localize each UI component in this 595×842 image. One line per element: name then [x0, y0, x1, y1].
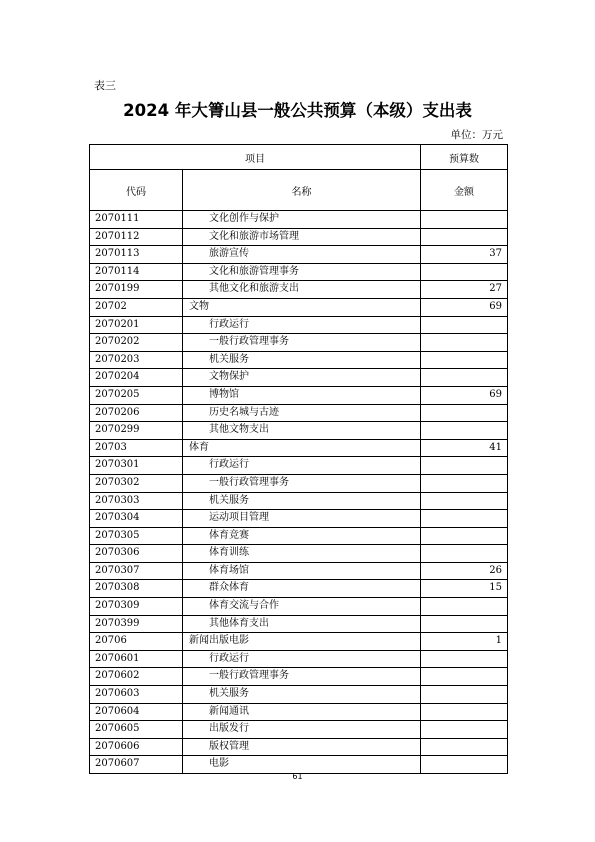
- row-code: 2070303: [90, 492, 183, 510]
- row-amount: [421, 422, 508, 440]
- header-name: 名称: [183, 170, 421, 211]
- row-code: 2070399: [90, 615, 183, 633]
- table-row: [90, 281, 508, 299]
- row-code: 2070205: [90, 386, 183, 404]
- row-code: 20702: [90, 298, 183, 316]
- row-code: 2070307: [90, 562, 183, 580]
- row-amount: 27: [421, 281, 508, 299]
- row-name: 文化创作与保护: [183, 211, 421, 229]
- table-row: [90, 211, 508, 229]
- row-code: 2070601: [90, 650, 183, 668]
- row-code: 2070114: [90, 263, 183, 281]
- row-code: 2070299: [90, 422, 183, 440]
- row-name: 历史名城与古迹: [183, 404, 421, 422]
- row-amount: [421, 545, 508, 563]
- row-code: 20706: [90, 633, 183, 651]
- row-amount: [421, 492, 508, 510]
- row-name: 新闻通讯: [183, 703, 421, 721]
- row-amount: 37: [421, 246, 508, 264]
- row-name: 文物: [183, 298, 421, 316]
- row-amount: [421, 404, 508, 422]
- row-name: 机关服务: [183, 686, 421, 704]
- row-amount: [421, 457, 508, 475]
- row-amount: [421, 211, 508, 229]
- table-row: [90, 298, 508, 316]
- table-row: [90, 386, 508, 404]
- row-name: 行政运行: [183, 650, 421, 668]
- row-name: 运动项目管理: [183, 510, 421, 528]
- page-number: 61: [292, 772, 303, 781]
- row-code: 2070111: [90, 211, 183, 229]
- table-row: [90, 369, 508, 387]
- row-amount: [421, 510, 508, 528]
- budget-table: [89, 144, 508, 774]
- row-code: 2070204: [90, 369, 183, 387]
- table-row: [90, 351, 508, 369]
- row-amount: [421, 369, 508, 387]
- row-name: 文化和旅游管理事务: [183, 263, 421, 281]
- row-code: 2070308: [90, 580, 183, 598]
- table-label: 表三: [94, 79, 116, 92]
- row-amount: [421, 650, 508, 668]
- table-row: [90, 721, 508, 739]
- row-amount: 69: [421, 386, 508, 404]
- row-code: 2070113: [90, 246, 183, 264]
- table-row: [90, 457, 508, 475]
- row-name: 体育: [183, 439, 421, 457]
- row-code: 2070201: [90, 316, 183, 334]
- row-code: 2070604: [90, 703, 183, 721]
- row-amount: [421, 351, 508, 369]
- row-name: 机关服务: [183, 492, 421, 510]
- row-amount: [421, 334, 508, 352]
- row-code: 2070206: [90, 404, 183, 422]
- row-amount: [421, 527, 508, 545]
- table-row: [90, 334, 508, 352]
- row-name: 行政运行: [183, 316, 421, 334]
- row-name: 一般行政管理事务: [183, 474, 421, 492]
- table-row: [90, 263, 508, 281]
- row-name: 一般行政管理事务: [183, 334, 421, 352]
- table-row: [90, 598, 508, 616]
- row-amount: [421, 738, 508, 756]
- row-name: 其他文化和旅游支出: [183, 281, 421, 299]
- table-row: [90, 703, 508, 721]
- unit-label: 单位：万元: [450, 129, 503, 141]
- row-name: 机关服务: [183, 351, 421, 369]
- row-code: 2070203: [90, 351, 183, 369]
- row-code: 2070306: [90, 545, 183, 563]
- table-row: [90, 527, 508, 545]
- row-name: 文化和旅游市场管理: [183, 228, 421, 246]
- table-row: [90, 633, 508, 651]
- table-row: [90, 562, 508, 580]
- table-row: [90, 650, 508, 668]
- row-name: 群众体育: [183, 580, 421, 598]
- table-row: [90, 668, 508, 686]
- table-row: [90, 738, 508, 756]
- row-amount: [421, 263, 508, 281]
- header-amount: 金额: [421, 170, 508, 211]
- row-amount: [421, 228, 508, 246]
- row-amount: 1: [421, 633, 508, 651]
- row-amount: 41: [421, 439, 508, 457]
- row-code: 2070603: [90, 686, 183, 704]
- row-code: 2070305: [90, 527, 183, 545]
- table-row: [90, 580, 508, 598]
- table-row: [90, 439, 508, 457]
- row-amount: [421, 668, 508, 686]
- table-row: [90, 422, 508, 440]
- row-name: 新闻出版电影: [183, 633, 421, 651]
- table-row: [90, 228, 508, 246]
- row-name: 其他文物支出: [183, 422, 421, 440]
- table-row: [90, 246, 508, 264]
- table-row: [90, 756, 508, 774]
- row-name: 其他体育支出: [183, 615, 421, 633]
- table-row: [90, 316, 508, 334]
- header-budget: 预算数: [421, 145, 508, 170]
- row-code: 2070607: [90, 756, 183, 774]
- row-amount: [421, 721, 508, 739]
- row-amount: [421, 598, 508, 616]
- row-code: 2070602: [90, 668, 183, 686]
- row-name: 博物馆: [183, 386, 421, 404]
- table-row: [90, 474, 508, 492]
- row-name: 旅游宣传: [183, 246, 421, 264]
- row-name: 体育场馆: [183, 562, 421, 580]
- row-name: 体育竞赛: [183, 527, 421, 545]
- table-row: [90, 615, 508, 633]
- row-code: 2070112: [90, 228, 183, 246]
- header-item: 项目: [90, 145, 421, 170]
- row-code: 2070302: [90, 474, 183, 492]
- table-row: [90, 686, 508, 704]
- row-amount: [421, 703, 508, 721]
- table-row: [90, 545, 508, 563]
- row-code: 2070202: [90, 334, 183, 352]
- row-amount: 26: [421, 562, 508, 580]
- row-name: 行政运行: [183, 457, 421, 475]
- page-title: 2024 年大箐山县一般公共预算（本级）支出表: [123, 101, 472, 120]
- row-code: 20703: [90, 439, 183, 457]
- row-amount: [421, 316, 508, 334]
- row-code: 2070301: [90, 457, 183, 475]
- row-name: 体育训练: [183, 545, 421, 563]
- table-body: [90, 211, 508, 774]
- row-name: 电影: [183, 756, 421, 774]
- row-code: 2070304: [90, 510, 183, 528]
- row-code: 2070606: [90, 738, 183, 756]
- table-row: [90, 492, 508, 510]
- row-amount: 69: [421, 298, 508, 316]
- header-code: 代码: [90, 170, 183, 211]
- table-row: [90, 404, 508, 422]
- row-code: 2070309: [90, 598, 183, 616]
- table-row: [90, 510, 508, 528]
- row-amount: [421, 474, 508, 492]
- row-name: 版权管理: [183, 738, 421, 756]
- row-amount: [421, 615, 508, 633]
- row-name: 文物保护: [183, 369, 421, 387]
- row-name: 体育交流与合作: [183, 598, 421, 616]
- row-amount: [421, 686, 508, 704]
- row-amount: 15: [421, 580, 508, 598]
- row-code: 2070605: [90, 721, 183, 739]
- row-name: 出版发行: [183, 721, 421, 739]
- row-code: 2070199: [90, 281, 183, 299]
- row-amount: [421, 756, 508, 774]
- row-name: 一般行政管理事务: [183, 668, 421, 686]
